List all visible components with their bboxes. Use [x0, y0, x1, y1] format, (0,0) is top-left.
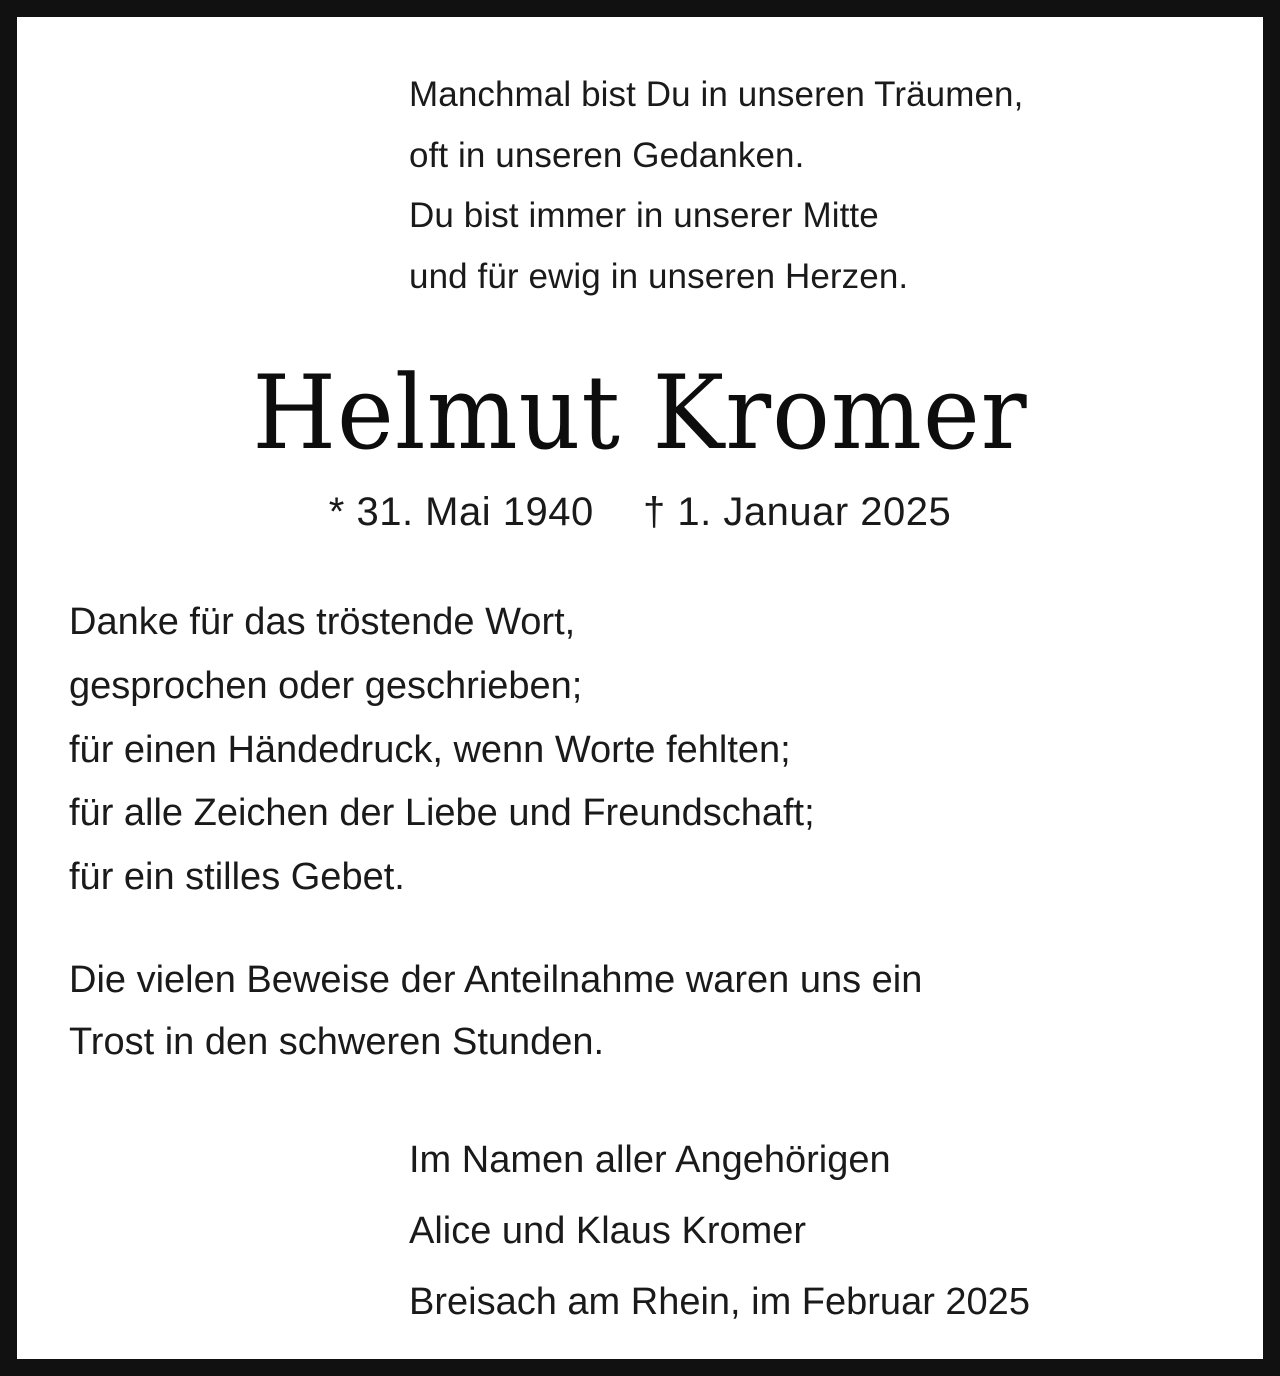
consolation-line: Die vielen Beweise der Anteilnahme waren uns ein [69, 959, 923, 1002]
signature-line: Alice und Klaus Kromer [409, 1210, 807, 1253]
verse-line: und für ewig in unseren Herzen. [409, 256, 909, 296]
thanks-line: für alle Zeichen der Liebe und Freundschaft; [69, 792, 815, 835]
verse-line: oft in unseren Gedanken. [409, 135, 805, 175]
deceased-name: Helmut Kromer [252, 353, 1028, 473]
birth-date: 31. Mai 1940 [356, 489, 594, 534]
thanks-paragraph [69, 591, 1211, 910]
consolation-paragraph [69, 950, 1211, 1073]
notice-inner-frame [14, 14, 1266, 1362]
thanks-line: Danke für das tröstende Wort, [69, 600, 576, 643]
consolation-line: Trost in den schweren Stunden. [69, 1020, 605, 1063]
signature-line: Im Namen aller Angehörigen [409, 1139, 891, 1182]
death-symbol: † [642, 489, 666, 534]
death-date: 1. Januar 2025 [677, 489, 952, 534]
verse-line: Manchmal bist Du in unseren Träumen, [409, 75, 1024, 114]
birth-symbol: * [328, 489, 345, 534]
life-dates [69, 490, 1211, 535]
thanks-line: gesprochen oder geschrieben; [69, 664, 583, 707]
signature-line: Breisach am Rhein, im Februar 2025 [409, 1281, 1030, 1324]
thanks-line: für ein stilles Gebet. [69, 856, 405, 899]
thanks-line: für einen Händedruck, wenn Worte fehlten; [69, 728, 791, 771]
opening-verse [409, 65, 1211, 307]
signature-block [409, 1125, 1211, 1338]
verse-line: Du bist immer in unserer Mitte [409, 196, 879, 236]
